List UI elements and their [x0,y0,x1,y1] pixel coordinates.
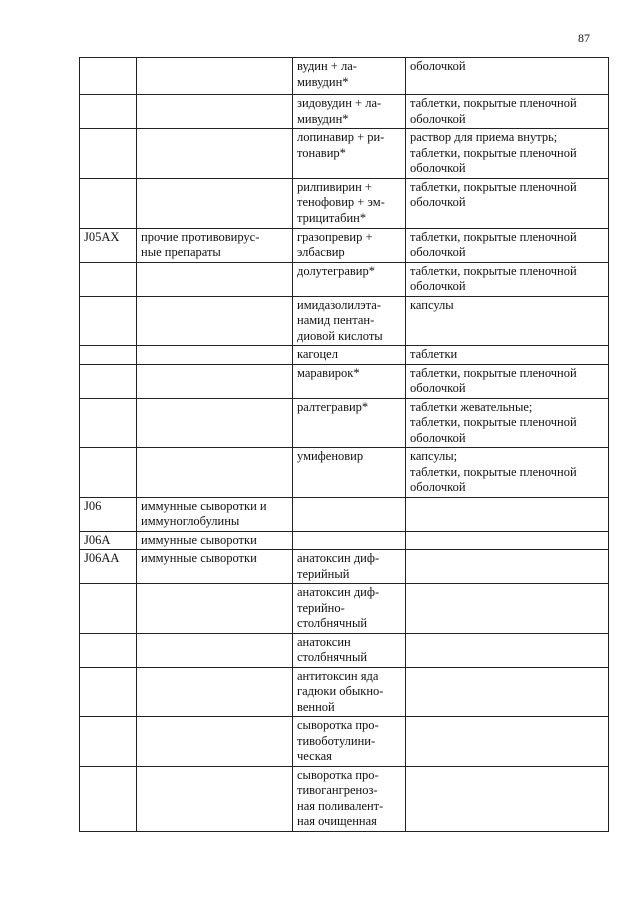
atc-code-cell [80,262,137,296]
drug-name-cell: долутегравир* [293,262,406,296]
dosage-form-cell [406,550,609,584]
atc-code-cell: J06AA [80,550,137,584]
table-row [80,58,609,95]
drug-name-cell: лопинавир + ри- тонавир* [293,129,406,179]
drug-name-cell: умифеновир [293,448,406,498]
dosage-form-cell: таблетки [406,346,609,365]
group-name-cell [137,398,293,448]
table-row [80,448,609,498]
dosage-form-cell: раствор для приема внутрь; таблетки, покрытые пленочной оболочкой [406,129,609,179]
table-row [80,129,609,179]
table-row [80,633,609,667]
dosage-form-cell: капсулы [406,296,609,346]
atc-code-cell: J06 [80,497,137,531]
dosage-form-cell: таблетки, покрытые пленочной оболочкой [406,228,609,262]
group-name-cell [137,364,293,398]
drug-name-cell [293,497,406,531]
dosage-form-cell [406,717,609,767]
table-row [80,262,609,296]
dosage-form-cell: таблетки жевательные; таблетки, покрытые пленочной оболочкой [406,398,609,448]
table-row [80,667,609,717]
drug-name-cell: ралтегравир* [293,398,406,448]
dosage-form-cell: капсулы; таблетки, покрытые пленочной оболочкой [406,448,609,498]
table-row [80,531,609,550]
table-row [80,95,609,129]
atc-code-cell [80,129,137,179]
atc-code-cell: J06A [80,531,137,550]
atc-code-cell [80,95,137,129]
atc-code-cell [80,364,137,398]
table-row [80,550,609,584]
dosage-form-cell [406,531,609,550]
drug-name-cell: имидазолилэта- намид пентан- диовой кислоты [293,296,406,346]
table-row [80,296,609,346]
table-row [80,584,609,634]
dosage-form-cell [406,633,609,667]
dosage-form-cell [406,766,609,831]
table-row [80,398,609,448]
group-name-cell [137,448,293,498]
table-row [80,497,609,531]
group-name-cell [137,95,293,129]
group-name-cell [137,633,293,667]
table-row [80,766,609,831]
group-name-cell: прочие противовирус- ные препараты [137,228,293,262]
dosage-form-cell: таблетки, покрытые пленочной оболочкой [406,178,609,228]
dosage-form-cell: оболочкой [406,58,609,95]
group-name-cell [137,129,293,179]
medication-table [79,57,609,832]
drug-name-cell: анатоксин столбнячный [293,633,406,667]
group-name-cell [137,717,293,767]
drug-name-cell: вудин + ла- мивудин* [293,58,406,95]
table-row [80,717,609,767]
drug-name-cell: рилпивирин + тенофовир + эм- трицитабин* [293,178,406,228]
atc-code-cell [80,633,137,667]
atc-code-cell [80,667,137,717]
table-row [80,346,609,365]
dosage-form-cell [406,584,609,634]
drug-name-cell: зидовудин + ла- мивудин* [293,95,406,129]
group-name-cell [137,766,293,831]
dosage-form-cell [406,667,609,717]
group-name-cell [137,262,293,296]
dosage-form-cell: таблетки, покрытые пленочной оболочкой [406,95,609,129]
group-name-cell [137,667,293,717]
table-row [80,178,609,228]
group-name-cell: иммунные сыворотки [137,531,293,550]
drug-name-cell: анатоксин диф- терийно- столбнячный [293,584,406,634]
group-name-cell [137,584,293,634]
group-name-cell [137,296,293,346]
dosage-form-cell: таблетки, покрытые пленочной оболочкой [406,262,609,296]
atc-code-cell [80,398,137,448]
drug-name-cell: анатоксин диф- терийный [293,550,406,584]
page-number: 87 [578,31,590,45]
drug-name-cell: сыворотка про- тивогангреноз- ная поливалент- ная очищенная [293,766,406,831]
atc-code-cell [80,178,137,228]
atc-code-cell [80,296,137,346]
drug-name-cell: маравирок* [293,364,406,398]
group-name-cell: иммунные сыворотки [137,550,293,584]
atc-code-cell [80,346,137,365]
drug-name-cell: гразопревир + элбасвир [293,228,406,262]
dosage-form-cell [406,497,609,531]
atc-code-cell [80,717,137,767]
group-name-cell: иммунные сыворотки и иммуноглобулины [137,497,293,531]
table-row [80,228,609,262]
atc-code-cell: J05AX [80,228,137,262]
group-name-cell [137,178,293,228]
dosage-form-cell: таблетки, покрытые пленочной оболочкой [406,364,609,398]
group-name-cell [137,58,293,95]
group-name-cell [137,346,293,365]
drug-name-cell: кагоцел [293,346,406,365]
drug-name-cell [293,531,406,550]
drug-name-cell: антитоксин яда гадюки обыкно- венной [293,667,406,717]
atc-code-cell [80,58,137,95]
atc-code-cell [80,584,137,634]
drug-name-cell: сыворотка про- тивоботулини- ческая [293,717,406,767]
atc-code-cell [80,448,137,498]
table-body [80,58,609,832]
atc-code-cell [80,766,137,831]
table-row [80,364,609,398]
